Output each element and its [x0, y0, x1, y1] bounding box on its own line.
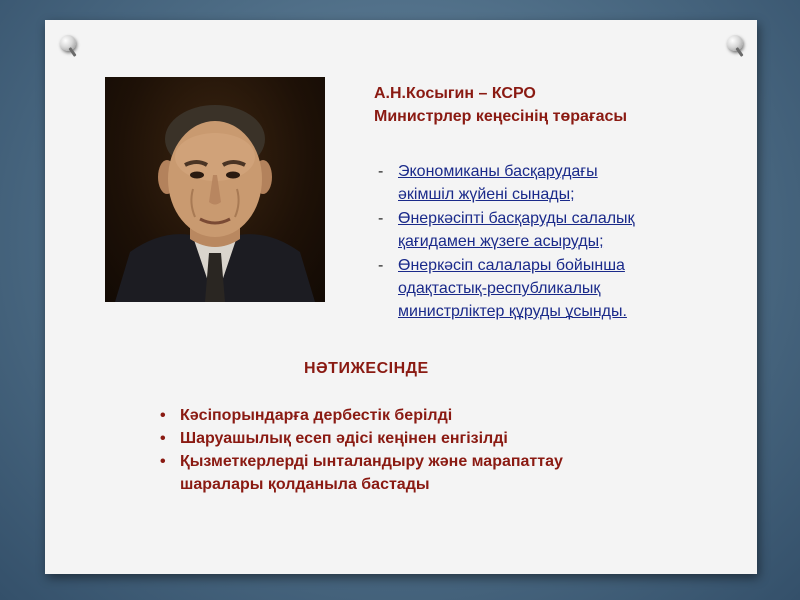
list-item — [158, 427, 698, 450]
bullet-text: Қызметкерлерді ынталандыру және марапаттау — [180, 453, 563, 470]
title-line-2: Министрлер кеңесінің төрағасы — [374, 108, 628, 125]
list-item-text-line[interactable]: министрліктер құруды ұсынды. — [398, 303, 627, 320]
dash-marker: - — [378, 257, 384, 274]
list-item-text-line[interactable]: Экономиканы басқарудағы — [398, 163, 598, 180]
list-item-text-line[interactable]: Өнеркәсіпті басқаруды салалық — [398, 210, 635, 227]
list-item-text-line[interactable]: одақтастық-республикалық — [398, 280, 601, 297]
list-item-text-line[interactable]: қағидамен жүзеге асыруды; — [398, 233, 604, 250]
results-list — [158, 404, 698, 496]
portrait-photo — [105, 77, 325, 302]
bullet-marker: • — [160, 407, 166, 424]
title-line-1: А.Н.Косыгин – КСРО — [374, 85, 536, 102]
dash-marker: - — [378, 210, 384, 227]
portrait-illustration — [105, 77, 325, 302]
pushpin-icon — [727, 35, 743, 51]
bullet-marker: • — [160, 453, 166, 470]
bullet-text: Шаруашылық есеп әдісі кеңінен енгізілді — [180, 430, 508, 447]
list-item[interactable] — [378, 207, 718, 253]
bullet-marker: • — [160, 430, 166, 447]
result-heading: НӘТИЖЕСІНДЕ — [304, 360, 429, 377]
bullet-text: шаралары қолданыла бастады — [180, 476, 430, 493]
list-item-text-line[interactable]: Өнеркәсіп салалары бойынша — [398, 257, 625, 274]
list-item[interactable] — [378, 160, 718, 206]
list-item — [158, 404, 698, 427]
dash-marker: - — [378, 163, 384, 180]
slide-title — [374, 82, 734, 128]
pushpin-icon — [60, 35, 76, 51]
list-item[interactable] — [378, 254, 718, 323]
proposals-list — [378, 160, 718, 324]
list-item-text-line[interactable]: әкімшіл жүйені сынады; — [398, 186, 575, 203]
list-item — [158, 450, 698, 496]
bullet-text: Кәсіпорындарға дербестік берілді — [180, 407, 453, 424]
